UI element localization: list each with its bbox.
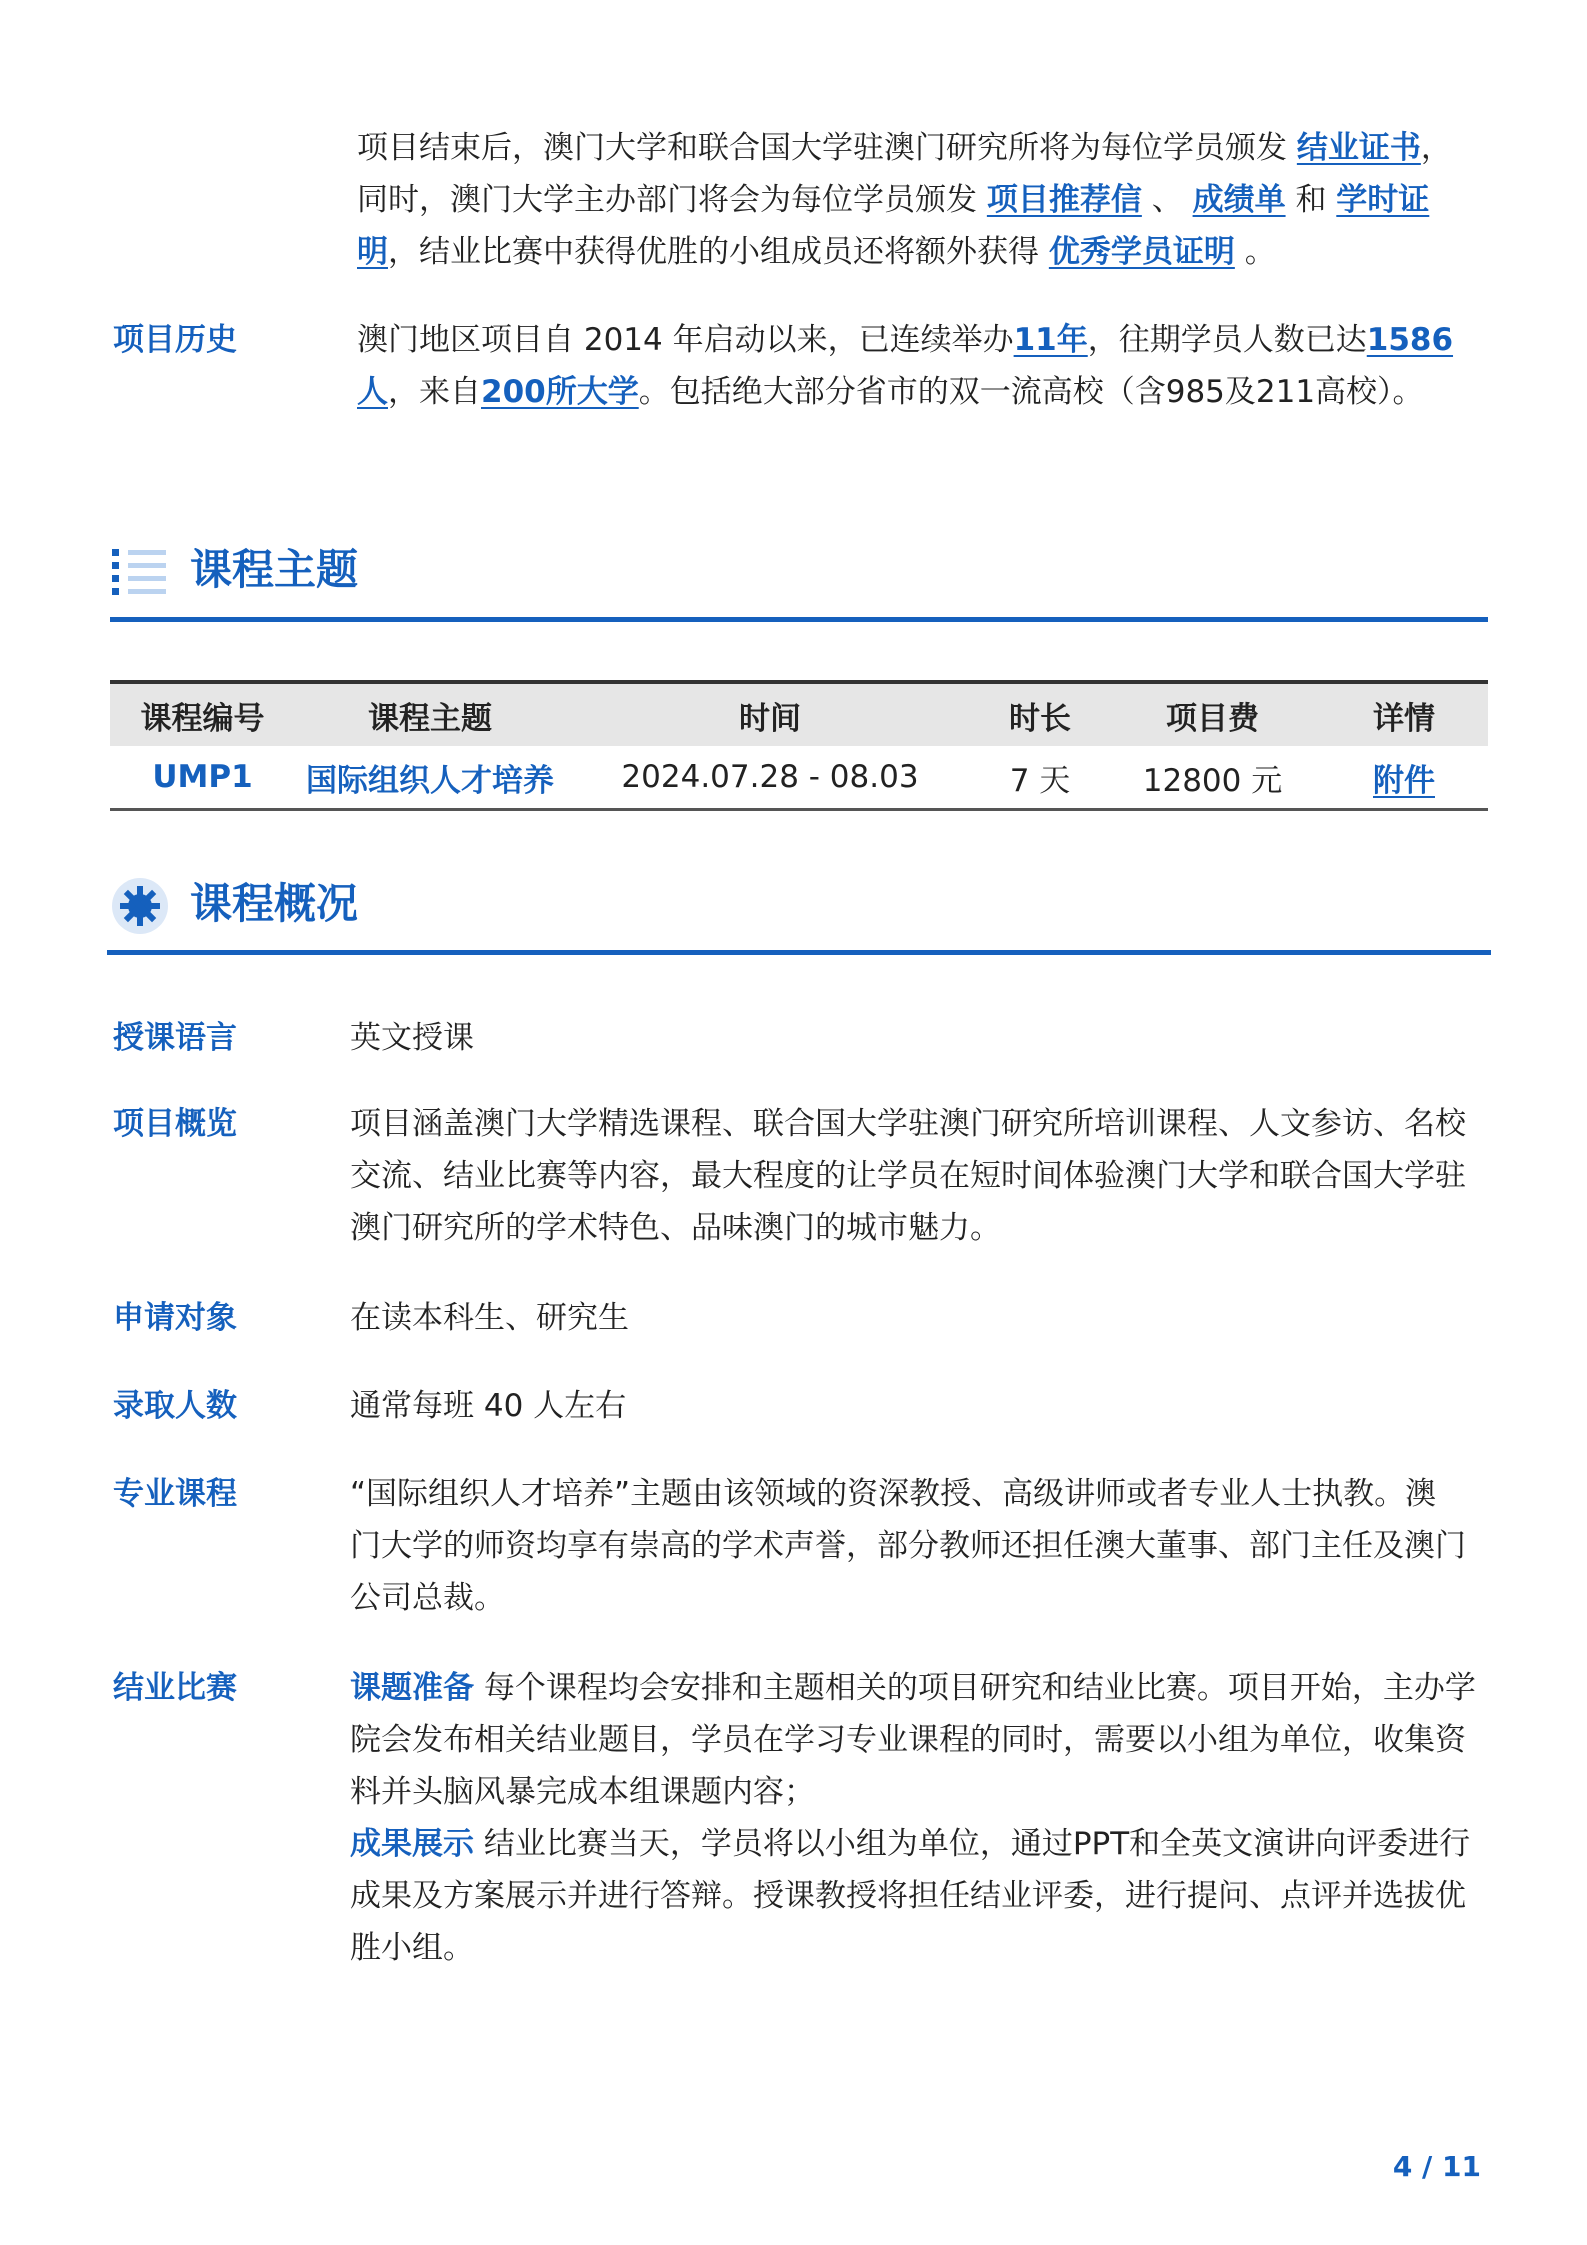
page-number: 4 / 11 [1392, 2150, 1481, 2183]
header-duration: 时长 [975, 682, 1105, 746]
intro-line-3: 明，结业比赛中获得优胜的小组成员还将额外获得 优秀学员证明 。 [357, 234, 1276, 270]
enrollment-text: 通常每班 40 人左右 [350, 1388, 627, 1424]
courses-label: 专业课程 [113, 1476, 237, 1512]
count-highlight-cont: 人 [357, 374, 388, 410]
excellent-student-certificate-link[interactable]: 优秀学员证明 [1048, 234, 1235, 270]
language-label: 授课语言 [113, 1020, 237, 1056]
header-code: 课程编号 [110, 682, 295, 746]
language-text: 英文授课 [350, 1020, 474, 1056]
summary-label: 项目概览 [113, 1106, 237, 1142]
header-time: 时间 [565, 682, 975, 746]
section-course-theme [110, 540, 1488, 620]
history-label: 项目历史 [113, 322, 237, 358]
attachment-link[interactable]: 附件 [1320, 746, 1488, 810]
competition-label: 结业比赛 [113, 1670, 237, 1706]
history-text: 澳门地区项目自 2014 年启动以来，已连续举办11年，往期学员人数已达1586 人，来自200所大学。包括绝大部分省市的双一流高校（含985及211高校）。 [357, 322, 1454, 410]
section-title-course-overview: 课程概况 [190, 879, 359, 928]
list-icon [112, 548, 168, 596]
universities-highlight: 200所大学 [481, 374, 639, 410]
cell-code: UMP1 [110, 746, 295, 810]
graduation-certificate-link[interactable]: 结业证书 [1296, 130, 1421, 166]
years-highlight: 11年 [1013, 322, 1088, 358]
enrollment-label: 录取人数 [113, 1388, 237, 1424]
cell-theme: 国际组织人才培养 [295, 746, 565, 810]
topic-prep-title: 课题准备 [350, 1670, 474, 1706]
section-divider [110, 617, 1488, 622]
courses-text: “国际组织人才培养”主题由该领域的资深教授、高级讲师或者专业人士执教。澳 门大学的师资均享有崇高的学术声誉，部分教师还担任澳大董事、部门主任及澳门 公司总裁。 [350, 1476, 1466, 1616]
results-show-title: 成果展示 [350, 1826, 474, 1862]
section-divider [107, 950, 1491, 955]
course-table [110, 680, 1488, 811]
summary-text: 项目涵盖澳门大学精选课程、联合国大学驻澳门研究所培训课程、人文参访、名校 交流、结业比赛等内容，最大程度的让学员在短时间体验澳门大学和联合国大学驻 澳门研究所的学术特色、品味澳门的城市魅力。 [350, 1106, 1466, 1246]
target-text: 在读本科生、研究生 [350, 1300, 629, 1336]
cell-duration: 7 天 [975, 746, 1105, 810]
intro-line-2: 同时，澳门大学主办部门将会为每位学员颁发 项目推荐信 、 成绩单 和 学时证 [357, 182, 1430, 218]
cell-fee: 12800 元 [1105, 746, 1320, 810]
target-label: 申请对象 [113, 1300, 237, 1336]
count-highlight: 1586 [1366, 322, 1454, 358]
table-row [110, 746, 1488, 810]
section-title-course-theme: 课程主题 [190, 545, 359, 594]
header-fee: 项目费 [1105, 682, 1320, 746]
competition-text: 课题准备 每个课程均会安排和主题相关的项目研究和结业比赛。项目开始，主办学 院会发布相关结业题目，学员在学习专业课程的同时，需要以小组为单位，收集资 料并头脑风暴完成本组课题内容； 成果展示 结业比赛当天，学员将以小组为单位，通过PPT和全英文演讲向评委进行 成果及方案展示并进行答辩。授课教授将担任结业评委，进行提问、点评并选拔优 胜小组。 [350, 1670, 1476, 1966]
intro-line-1: 项目结束后，澳门大学和联合国大学驻澳门研究所将为每位学员颁发 结业证书， [357, 130, 1452, 166]
section-course-overview [110, 874, 1488, 958]
header-theme: 课程主题 [295, 682, 565, 746]
gear-icon [110, 876, 170, 936]
table-header-row [110, 682, 1488, 746]
transcript-link[interactable]: 成绩单 [1192, 182, 1286, 218]
cell-time: 2024.07.28 - 08.03 [565, 746, 975, 810]
intro-paragraph [357, 122, 1487, 278]
study-hours-certificate-link[interactable]: 学时证 [1336, 182, 1430, 218]
recommendation-letter-link[interactable]: 项目推荐信 [986, 182, 1142, 218]
study-hours-certificate-link-cont[interactable]: 明 [357, 234, 388, 270]
header-details: 详情 [1320, 682, 1488, 746]
